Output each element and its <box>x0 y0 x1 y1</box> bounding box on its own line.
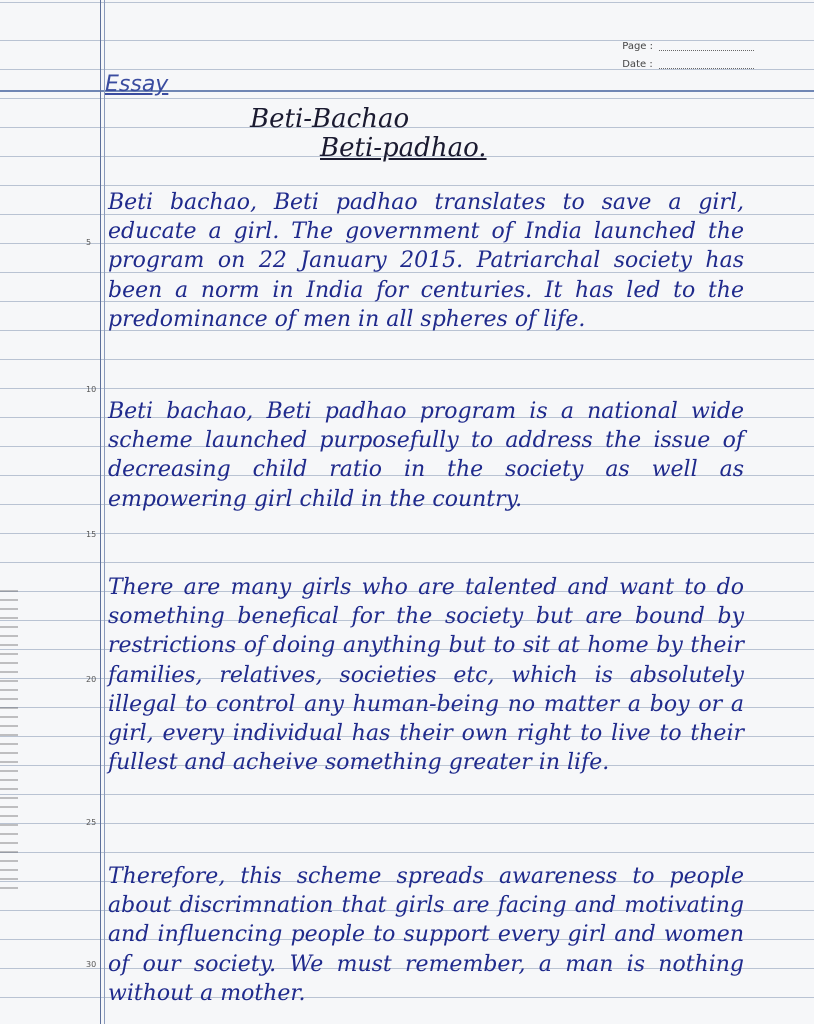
date-label: Date : <box>622 59 653 70</box>
line-number: 5 <box>86 238 92 247</box>
margin-line <box>100 0 101 1024</box>
page-date-box <box>622 38 754 74</box>
paragraph-3: There are many girls who are talented and want to do something benefical for the society but are bound by restrictions of doing anything but to sit at home by their families, relatives, societies etc, which is absolutely illegal to control any human-being no matter a boy or a girl, every individual has their own right to live to their fullest and acheive something greater in life. <box>108 575 744 776</box>
essay-label: Essay <box>105 72 169 97</box>
margin-line-inner <box>104 0 105 1024</box>
line-number: 30 <box>86 960 97 969</box>
paragraph-4: Therefore, this scheme spreads awareness to people about discrimnation that girls are facing and motivating and influencing people to support every girl and women of our society. We must remember, a man is nothing without a mother. <box>108 864 744 1006</box>
page-field <box>659 38 754 51</box>
paragraph-2: Beti bachao, Beti padhao program is a national wide scheme launched purposefully to address the issue of decreasing child ratio in the society as well as empowering girl child in the country. <box>108 399 744 512</box>
page-label: Page : <box>622 41 653 52</box>
paragraph-1: Beti bachao, Beti padhao translates to save a girl, educate a girl. The government of India launched the program on 22 January 2015. Patriarchal society has been a norm in India for centuries. It has led to the predominance of men in all spheres of life. <box>108 190 744 332</box>
title-line-2: Beti-padhao. <box>320 133 487 163</box>
line-number: 20 <box>86 675 97 684</box>
line-number: 25 <box>86 818 97 827</box>
date-field <box>659 56 754 69</box>
line-number: 10 <box>86 385 97 394</box>
title-line-1: Beti-Bachao <box>250 104 410 134</box>
line-number: 15 <box>86 530 97 539</box>
binding-edge <box>0 590 18 890</box>
